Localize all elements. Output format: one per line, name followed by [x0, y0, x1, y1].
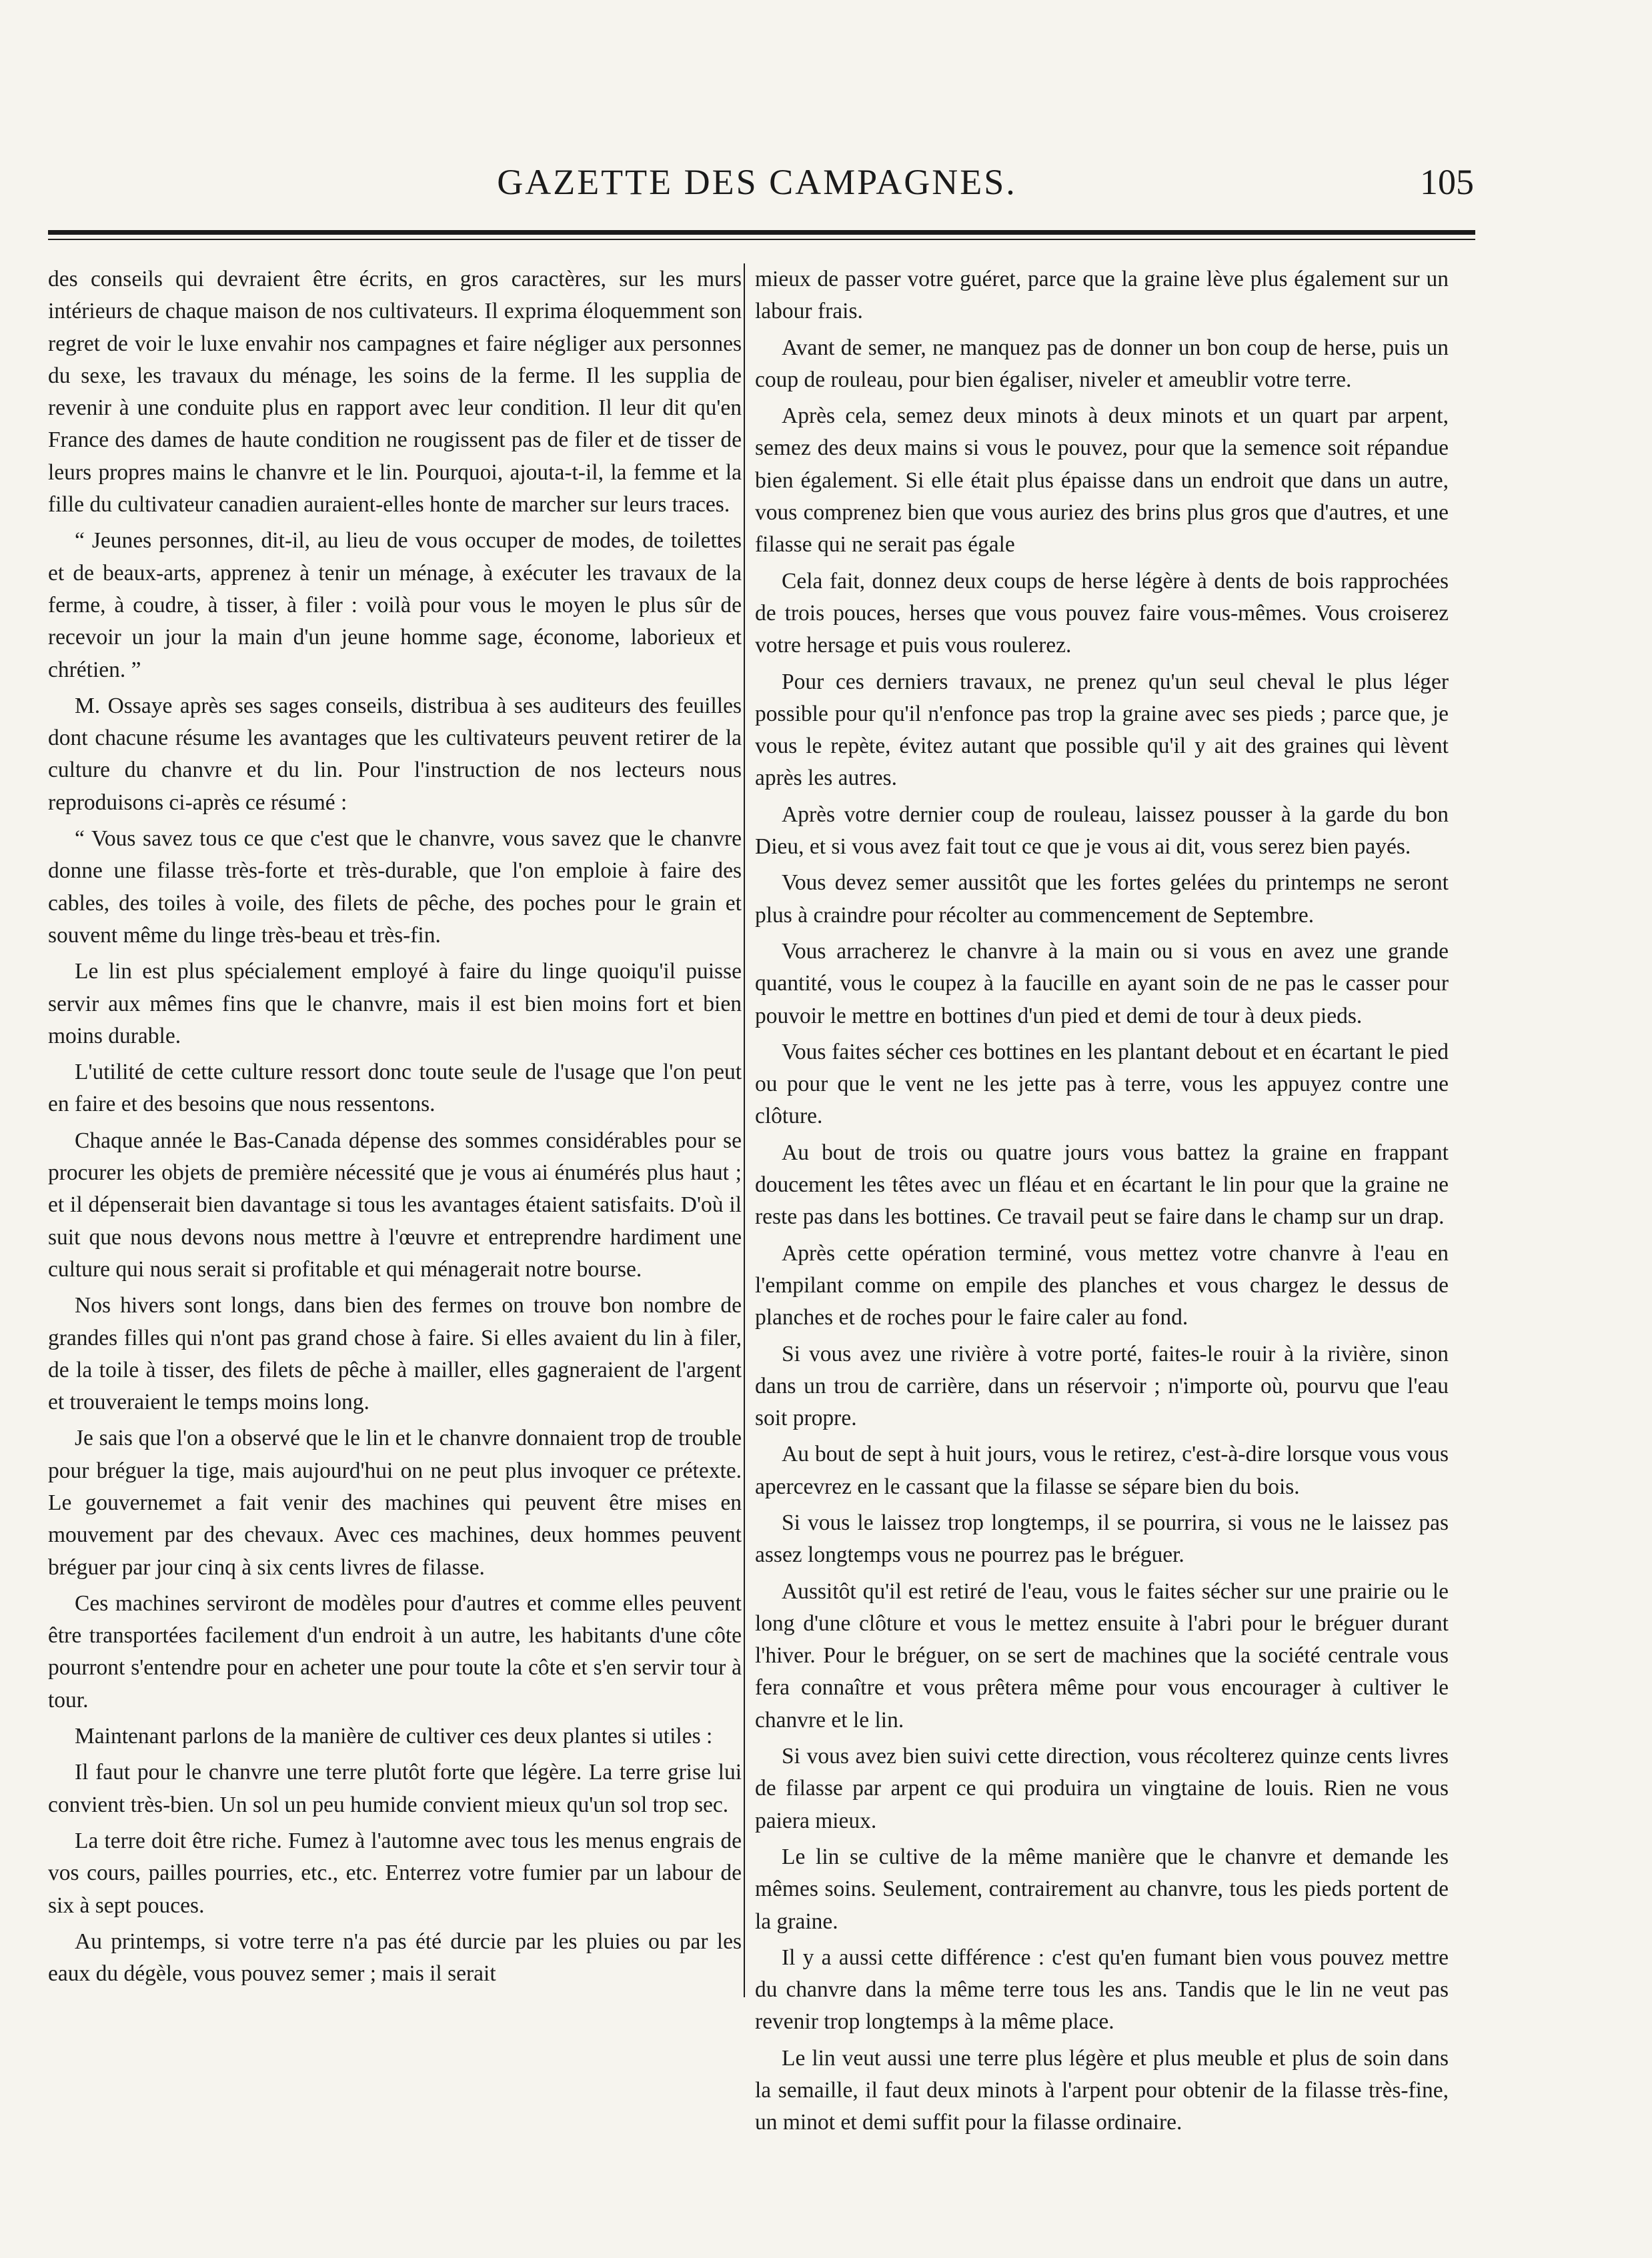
paragraph: Ces machines serviront de modèles pour d'autres et comme elles peuvent être transportées facilement d'un endroit à un autre, les habitants d'une côte pourront s'entendre pour en acheter une pour toute la côte et s'en servir tour à tour. [48, 1590, 742, 1713]
paragraph: Si vous avez une rivière à votre porté, faites-le rouir à la rivière, sinon dans un trou de carrière, dans un réservoir ; n'importe où, pourvu que l'eau soit propre. [755, 1341, 1449, 1431]
paragraph: Au printemps, si votre terre n'a pas été durcie par les pluies ou par les eaux du dégèle, vous pouvez semer ; mais il serait [48, 1929, 742, 1987]
paragraph: “ Vous savez tous ce que c'est que le chanvre, vous savez que le chanvre donne une filasse très-forte et très-durable, que l'on emploie à faire des cables, des toiles à voile, des filets de pêche, des poches pour le grain et souvent même du linge très-beau et très-fin. [48, 826, 742, 948]
paragraph: Après cette opération terminé, vous mettez votre chanvre à l'eau en l'empilant comme on empile des planches et vous chargez le dessus de planches et de roches pour le faire caler au fond. [755, 1240, 1449, 1330]
paragraph: des conseils qui devraient être écrits, en gros caractères, sur les murs intérieurs de chaque maison de nos cultivateurs. Il exprima éloquemment son regret de voir le luxe envahir nos campagnes et faire négliger aux personnes du sexe, les travaux du ménage, les soins de la ferme. Il les supplia de revenir à une conduite plus en rapport avec leur condition. Il leur dit qu'en France des dames de haute condition ne rougissent pas de filer et de tisser de leurs propres mains le chanvre et le lin. Pourquoi, ajouta-t-il, la femme et la fille du cultivateur canadien auraient-elles honte de marcher sur leurs traces. [48, 267, 742, 517]
paragraph: Il faut pour le chanvre une terre plutôt forte que légère. La terre grise lui convient très-bien. Un sol un peu humide convient mieux qu'un sol trop sec. [48, 1760, 742, 1817]
header-rule-thick [48, 230, 1475, 235]
paragraph: Vous arracherez le chanvre à la main ou si vous en avez une grande quantité, vous le coupez à la faucille en ayant soin de ne pas le casser pour pouvoir le mettre en bottines d'un pied et demi de tour à deux pieds. [755, 938, 1449, 1028]
paragraph: Au bout de sept à huit jours, vous le retirez, c'est-à-dire lorsque vous vous apercevrez en le cassant que la filasse se sépare bien du bois. [755, 1442, 1449, 1499]
paragraph: Cela fait, donnez deux coups de herse légère à dents de bois rapprochées de trois pouces, herses que vous pouvez faire vous-mêmes. Vous croiserez votre hersage et puis vous roulerez. [755, 568, 1449, 658]
paragraph: Aussitôt qu'il est retiré de l'eau, vous le faites sécher sur une prairie ou le long d'une clôture et vous le mettez ensuite à l'abri pour le bréguer durant l'hiver. Pour le bréguer, on se sert de machines que la société centrale vous fera connaître et vous prêtera même pour vous encourager à cultiver le chanvre et le lin. [755, 1578, 1449, 1733]
paragraph: Il y a aussi cette différence : c'est qu'en fumant bien vous pouvez mettre du chanvre dans la même terre tous les ans. Tandis que le lin ne veut pas revenir trop longtemps à la même place. [755, 1945, 1449, 2035]
paragraph: Si vous le laissez trop longtemps, il se pourrira, si vous ne le laissez pas assez longtemps vous ne pourrez pas le bréguer. [755, 1510, 1449, 1568]
paragraph: L'utilité de cette culture ressort donc toute seule de l'usage que l'on peut en faire et des besoins que nous ressentons. [48, 1060, 742, 1117]
paragraph: Nos hivers sont longs, dans bien des fermes on trouve bon nombre de grandes filles qui n'ont pas grand chose à faire. Si elles avaient du lin à filer, de la toile à tisser, des filets de pêche à mailler, elles gagneraient de l'argent et trouveraient le temps moins long. [48, 1293, 742, 1415]
paragraph: La terre doit être riche. Fumez à l'automne avec tous les menus engrais de vos cours, pailles pourries, etc., etc. Enterrez votre fumier par un labour de six à sept pouces. [48, 1828, 742, 1918]
page-number: 105 [1420, 162, 1474, 202]
paragraph: M. Ossaye après ses sages conseils, distribua à ses auditeurs des feuilles dont chacune résume les avantages que les cultivateurs peuvent retirer de la culture du chanvre et du lin. Pour l'instruction de nos lecteurs nous reproduisons ci-après ce résumé : [48, 693, 742, 815]
paragraph: Chaque année le Bas-Canada dépense des sommes considérables pour se procurer les objets de première nécessité que je vous ai énumérés plus haut ; et il dépenserait bien davantage si tous les avantages étaient satisfaits. D'où il suit que nous devons nous mettre à l'œuvre et entreprendre hardiment une culture qui nous serait si profitable et qui ménagerait notre bourse. [48, 1128, 742, 1282]
header-rule-thin [48, 239, 1475, 240]
paragraph: Après votre dernier coup de rouleau, laissez pousser à la garde du bon Dieu, et si vous avez fait tout ce que je vous ai dit, vous serez bien payés. [755, 802, 1449, 860]
paragraph: mieux de passer votre guéret, parce que la graine lève plus également sur un labour frais. [755, 267, 1449, 324]
paragraph: Au bout de trois ou quatre jours vous battez la graine en frappant doucement les têtes avec un fléau et en écartant le lin pour que la graine ne reste pas dans les bottines. Ce travail peut se faire dans le champ sur un drap. [755, 1140, 1449, 1230]
paragraph: Le lin est plus spécialement employé à faire du linge quoiqu'il puisse servir aux mêmes fins que le chanvre, mais il est bien moins fort et bien moins durable. [48, 959, 742, 1048]
paragraph: Le lin veut aussi une terre plus légère et plus meuble et plus de soin dans la semaille, il faut deux minots à l'arpent pour obtenir de la filasse très-fine, un minot et demi suffit pour la filasse ordinaire. [755, 2045, 1449, 2135]
left-column [48, 263, 742, 2237]
page-header [40, 161, 1474, 221]
paragraph: Je sais que l'on a observé que le lin et le chanvre donnaient trop de trouble pour bréguer la tige, mais aujourd'hui on ne peut plus invoquer ce prétexte. Le gouvernemet a fait venir des machines qui peuvent être mises en mouvement par des chevaux. Avec ces machines, deux hommes peuvent bréguer par jour cinq à six cents livres de filasse. [48, 1426, 742, 1580]
paragraph: Pour ces derniers travaux, ne prenez qu'un seul cheval le plus léger possible pour qu'il n'enfonce pas trop la graine avec ses pieds ; parce que, je vous le repète, évitez autant que possible qu'il y ait des graines qui lèvent après les autres. [755, 669, 1449, 791]
paragraph: Le lin se cultive de la même manière que le chanvre et demande les mêmes soins. Seulement, contrairement au chanvre, tous les pieds portent de la graine. [755, 1844, 1449, 1934]
paragraph: Si vous avez bien suivi cette direction, vous récolterez quinze cents livres de filasse par arpent ce qui produira un vingtaine de louis. Rien ne vous paiera mieux. [755, 1744, 1449, 1833]
paragraph: Vous devez semer aussitôt que les fortes gelées du printemps ne seront plus à craindre pour récolter au commencement de Septembre. [755, 870, 1449, 928]
paragraph: Avant de semer, ne manquez pas de donner un bon coup de herse, puis un coup de rouleau, pour bien égaliser, niveler et ameublir votre terre. [755, 335, 1449, 392]
running-title: GAZETTE DES CAMPAGNES. [497, 162, 1017, 202]
right-column [755, 263, 1449, 2237]
column-divider [744, 263, 745, 1997]
paragraph: Après cela, semez deux minots à deux minots et un quart par arpent, semez des deux mains si vous le pouvez, pour que la semence soit répandue bien également. Si elle était plus épaisse dans un endroit que dans un autre, vous comprenez bien que vous auriez des brins plus gros que d'autres, et une filasse qui ne serait pas égale [755, 403, 1449, 557]
paragraph: “ Jeunes personnes, dit-il, au lieu de vous occuper de modes, de toilettes et de beaux-arts, apprenez à tenir un ménage, à exécuter les travaux de la ferme, à coudre, à tisser, à filer : voilà pour vous le moyen le plus sûr de recevoir un jour la main d'un jeune homme sage, économe, laborieux et chrétien. ” [48, 528, 742, 682]
paragraph: Maintenant parlons de la manière de cultiver ces deux plantes si utiles : [75, 1724, 713, 1749]
paragraph: Vous faites sécher ces bottines en les plantant debout et en écartant le pied ou pour que le vent ne les jette pas à terre, vous les appuyez contre une clôture. [755, 1039, 1449, 1129]
